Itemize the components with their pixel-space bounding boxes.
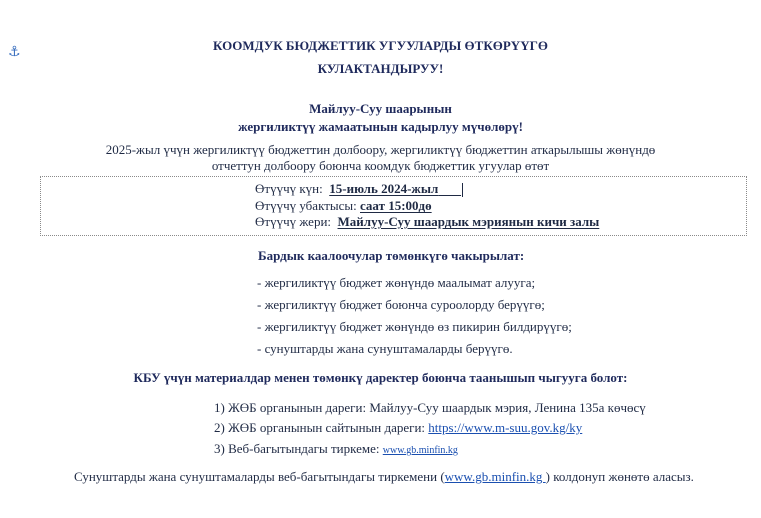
materials-item-address: 1) ЖӨБ органынын дареги: Майлуу-Суу шаардык мэрия, Ленина 135а көчөсү xyxy=(214,400,646,415)
invite-item: - жергиликтүү бюджет жөнүндө маалымат алууга; xyxy=(257,275,536,290)
time-label: Өтүүчү убактысы: xyxy=(255,198,357,213)
place-row xyxy=(255,214,599,230)
invite-item: - жергиликтүү бюджет жөнүндө өз пикирин билдирүүгө; xyxy=(257,319,572,334)
time-value: саат 15:00дө xyxy=(360,198,432,213)
place-label: Өтүүчү жери: xyxy=(255,214,332,229)
materials-heading: КБУ үчүн материалдар менен төмөнкү даректер боюнча таанышып чыгууга болот: xyxy=(133,370,628,385)
invite-heading: Бардык каалоочулар төмөнкүгө чакырылат: xyxy=(258,248,525,263)
place-value: Майлуу-Суу шаардык мэриянын кичи залы xyxy=(337,214,600,229)
website-link[interactable]: https://www.m-suu.gov.kg/ky xyxy=(428,420,583,435)
date-row xyxy=(255,181,463,197)
org-line2: жергиликтүү жамаатынын кадырлуу мүчөлөрү! xyxy=(238,119,523,134)
website-label: 2) ЖӨБ органынын сайтынын дареги: xyxy=(214,420,426,435)
anchor-icon: ⚓ xyxy=(8,44,21,60)
footer-link[interactable]: www.gb.minfin.kg xyxy=(444,469,546,484)
notice-title-line1: КООМДУК БЮДЖЕТТИК УГУУЛАРДЫ ӨТКӨРҮҮГӨ xyxy=(213,38,548,53)
notice-title-line2: КУЛАКТАНДЫРУУ! xyxy=(317,61,444,76)
intro-line1: 2025-жыл үчүн жергиликтүү бюджеттин долбоору, жергиликтүү бюджеттин аткарылышы жөнүндө xyxy=(105,142,656,157)
materials-item-website xyxy=(214,420,582,436)
date-value: 15-июль 2024-жыл xyxy=(329,181,439,196)
app-link[interactable]: www.gb.minfin.kg xyxy=(382,445,458,456)
footer-note xyxy=(74,469,694,485)
date-label: Өтүүчү күн: xyxy=(255,181,323,196)
text-cursor xyxy=(462,183,463,197)
materials-item-app xyxy=(214,441,458,457)
footer-text-after: ) колдонуп жөнөтө аласыз. xyxy=(545,469,694,484)
footer-text-before: Сунуштарды жана сунуштамаларды веб-багытындагы тиркемени ( xyxy=(74,469,445,484)
invite-item: - сунуштарды жана сунуштамаларды берүүгө. xyxy=(257,341,513,356)
time-row xyxy=(255,198,432,214)
invite-item: - жергиликтүү бюджет боюнча суроолорду берүүгө; xyxy=(257,297,545,312)
intro-line2: отчеттун долбоору боюнча коомдук бюджеттик угуулар өтөт xyxy=(211,158,550,173)
org-line1: Майлуу-Суу шаарынын xyxy=(309,101,452,116)
app-label: 3) Веб-багытындагы тиркеме: xyxy=(214,441,380,456)
